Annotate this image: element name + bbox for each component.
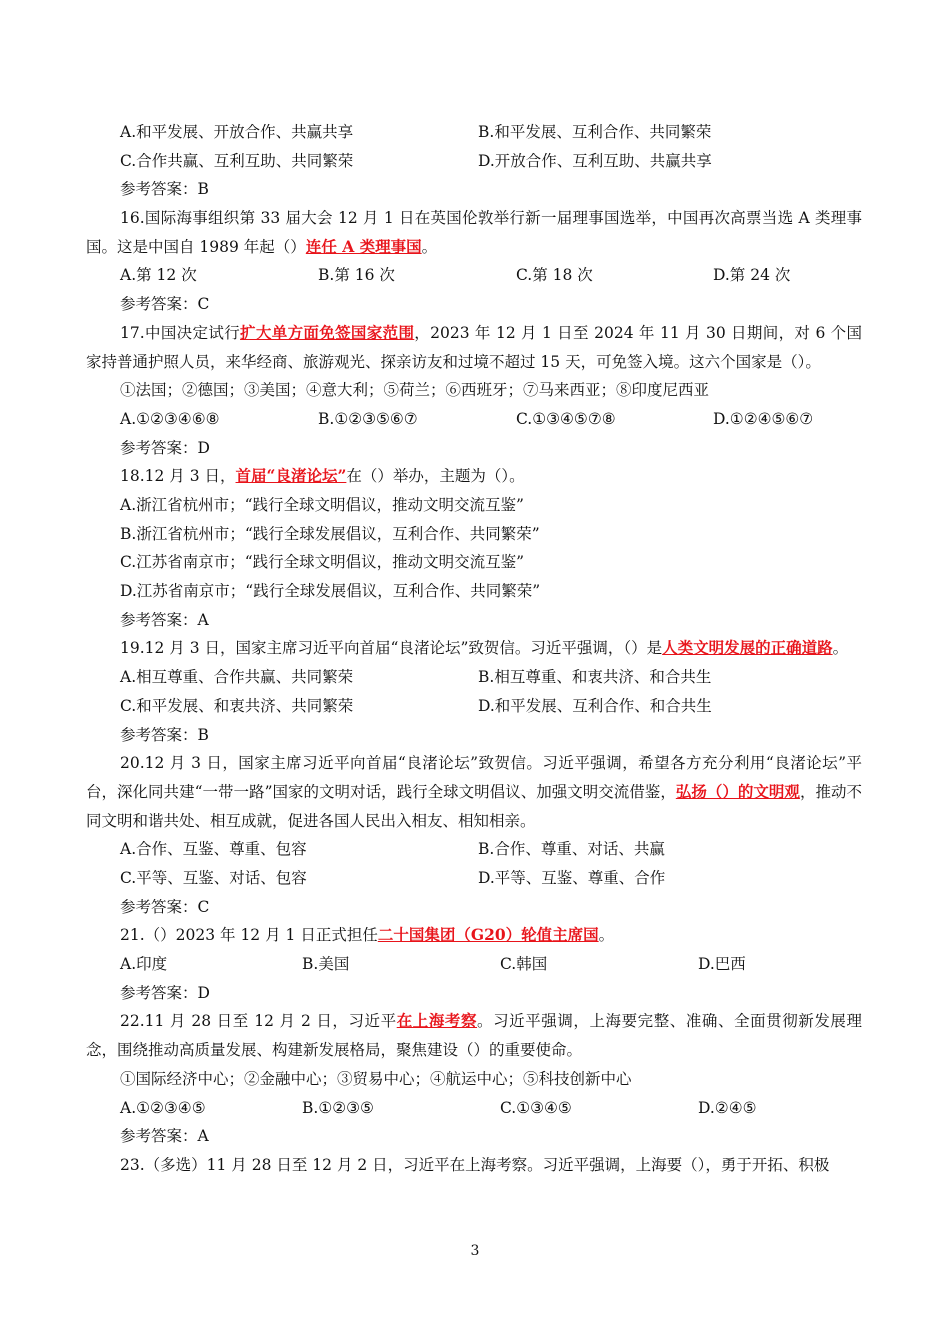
question-items: ①国际经济中心；②金融中心；③贸易中心；④航运中心；⑤科技创新中心 xyxy=(120,1069,632,1088)
options-row xyxy=(86,864,862,893)
answer-option: B.浙江省杭州市；“践行全球发展倡议，互利合作、共同繁荣” xyxy=(120,524,540,543)
reference-answer: 参考答案：A xyxy=(120,1127,209,1146)
highlighted-keyword: 在上海考察 xyxy=(396,1011,478,1031)
reference-answer: 参考答案：C xyxy=(120,897,210,916)
answer-option: C.合作共赢、互利互助、共同繁荣 xyxy=(120,151,354,170)
stem-text: 在（）举办，主题为（）。 xyxy=(346,467,525,486)
reference-answer: 参考答案：D xyxy=(120,438,210,457)
question-items: ①法国；②德国；③美国；④意大利；⑤荷兰；⑥西班牙；⑦马来西亚；⑧印度尼西亚 xyxy=(120,381,710,400)
highlighted-keyword: 弘扬（）的文明观 xyxy=(675,781,800,801)
question-stem xyxy=(86,319,862,376)
reference-answer: 参考答案：B xyxy=(120,725,209,744)
answer-option: A.相互尊重、合作共赢、共同繁荣 xyxy=(120,668,354,687)
answer-option: C.①③④⑤ xyxy=(500,1098,572,1117)
answer-option: A.和平发展、开放合作、共赢共享 xyxy=(120,123,354,141)
answer-option: B.①②③⑤ xyxy=(302,1098,374,1117)
answer-option: C.①③④⑤⑦⑧ xyxy=(516,409,616,428)
highlighted-keyword: 连任 A 类理事国 xyxy=(305,236,422,256)
reference-answer: 参考答案：C xyxy=(120,295,210,314)
answer-option: B.相互尊重、和衷共济、和合共生 xyxy=(478,668,712,687)
stem-text: 。 xyxy=(421,237,438,256)
stem-text: 。习近平强调，上海要完整、准确、全面贯彻新发展理念，围绕推动高质量发展、构建新发展格局，聚焦建设（）的重要使命。 xyxy=(86,1012,862,1060)
question-stem xyxy=(86,204,862,261)
answer-option: D.第 24 次 xyxy=(713,266,791,285)
stem-text: ，2023 年 12 月 1 日至 2024 年 11 月 30 日期间，对 6 个国家持普通护照人员，来华经商、旅游观光、探亲访友和过境不超过 15 天，可免签入境。这六个国家是（）。 xyxy=(86,323,862,371)
highlighted-keyword: 扩大单方面免签国家范围 xyxy=(240,322,415,342)
highlighted-keyword: 人类文明发展的正确道路 xyxy=(662,638,833,658)
answer-option: A.①②③④⑤ xyxy=(120,1098,206,1117)
options-row xyxy=(86,1094,862,1123)
answer-option: A.①②③④⑥⑧ xyxy=(120,409,220,428)
answer-option: B.和平发展、互利合作、共同繁荣 xyxy=(478,123,712,141)
answer-option: D.开放合作、互利互助、共赢共享 xyxy=(478,151,712,170)
stem-text: 17.中国决定试行 xyxy=(120,323,241,342)
stem-text: 19.12 月 3 日，国家主席习近平向首届“良渚论坛”致贺信。习近平强调，（）是 xyxy=(120,639,663,658)
answer-option: B.第 16 次 xyxy=(318,266,395,285)
reference-answer: 参考答案：B xyxy=(120,180,209,199)
options-row xyxy=(86,663,862,692)
reference-answer: 参考答案：A xyxy=(120,610,209,629)
stem-text: 23.（多选）11 月 28 日至 12 月 2 日，习近平在上海考察。习近平强调，上海要（），勇于开拓、积极 xyxy=(120,1155,830,1174)
options-row xyxy=(86,692,862,721)
answer-option: D.①②④⑤⑥⑦ xyxy=(713,409,814,428)
answer-option: B.①②③⑤⑥⑦ xyxy=(318,409,418,428)
document-body xyxy=(86,118,862,1180)
stem-text: 22.11 月 28 日至 12 月 2 日，习近平 xyxy=(120,1012,397,1031)
reference-answer: 参考答案：D xyxy=(120,983,210,1002)
options-row xyxy=(86,405,862,434)
answer-option: C.平等、互鉴、对话、包容 xyxy=(120,869,307,888)
stem-text: ，推动不同文明和谐共处、相互成就，促进各国人民出入相友、相知相亲。 xyxy=(86,782,862,830)
stem-text: 21.（）2023 年 12 月 1 日正式担任 xyxy=(120,926,378,945)
options-row xyxy=(86,835,862,864)
stem-text: 。 xyxy=(832,639,849,658)
answer-option: C.和平发展、和衷共济、共同繁荣 xyxy=(120,696,354,715)
answer-option: D.江苏省南京市；“践行全球发展倡议，互利合作、共同繁荣” xyxy=(120,582,541,601)
stem-text: 18.12 月 3 日， xyxy=(120,467,236,486)
answer-option: D.和平发展、互利合作、和合共生 xyxy=(478,696,712,715)
question-stem xyxy=(86,462,862,491)
answer-option: C.第 18 次 xyxy=(516,266,593,285)
answer-option: A.浙江省杭州市；“践行全球文明倡议，推动文明交流互鉴” xyxy=(120,496,524,515)
options-row xyxy=(86,950,862,979)
answer-option: B.美国 xyxy=(302,955,350,974)
highlighted-keyword: 二十国集团（G20）轮值主席国 xyxy=(377,925,599,945)
answer-option: A.合作、互鉴、尊重、包容 xyxy=(120,840,307,859)
question-stem xyxy=(86,1007,862,1064)
answer-option: C.江苏省南京市；“践行全球文明倡议，推动文明交流互鉴” xyxy=(120,553,525,572)
answer-option: C.韩国 xyxy=(500,955,548,974)
question-stem xyxy=(86,1151,862,1180)
answer-option: A.印度 xyxy=(120,955,168,974)
stem-text: 16.国际海事组织第 33 届大会 12 月 1 日在英国伦敦举行新一届理事国选举，中国再次高票当选 A 类理事国。这是中国自 1989 年起（） xyxy=(86,209,862,256)
highlighted-keyword: 首届“良渚论坛” xyxy=(235,466,347,486)
stem-text: 。 xyxy=(598,926,615,945)
page-number: 3 xyxy=(470,1243,480,1259)
question-stem xyxy=(86,921,862,950)
options-row xyxy=(86,147,862,176)
options-row xyxy=(86,261,862,290)
answer-option: D.平等、互鉴、尊重、合作 xyxy=(478,869,666,888)
answer-option: A.第 12 次 xyxy=(120,266,197,285)
answer-option: B.合作、尊重、对话、共赢 xyxy=(478,840,665,859)
stem-text: 20.12 月 3 日，国家主席习近平向首届“良渚论坛”致贺信。习近平强调，希望各方充分利用“良渚论坛”平台，深化同共建“一带一路”国家的文明对话，践行全球文明倡议、加强文明交流借鉴， xyxy=(86,754,862,801)
question-stem xyxy=(86,634,862,663)
question-stem xyxy=(86,749,862,835)
answer-option: D.巴西 xyxy=(698,955,746,974)
answer-option: D.②④⑤ xyxy=(698,1098,757,1117)
options-row xyxy=(86,118,862,147)
